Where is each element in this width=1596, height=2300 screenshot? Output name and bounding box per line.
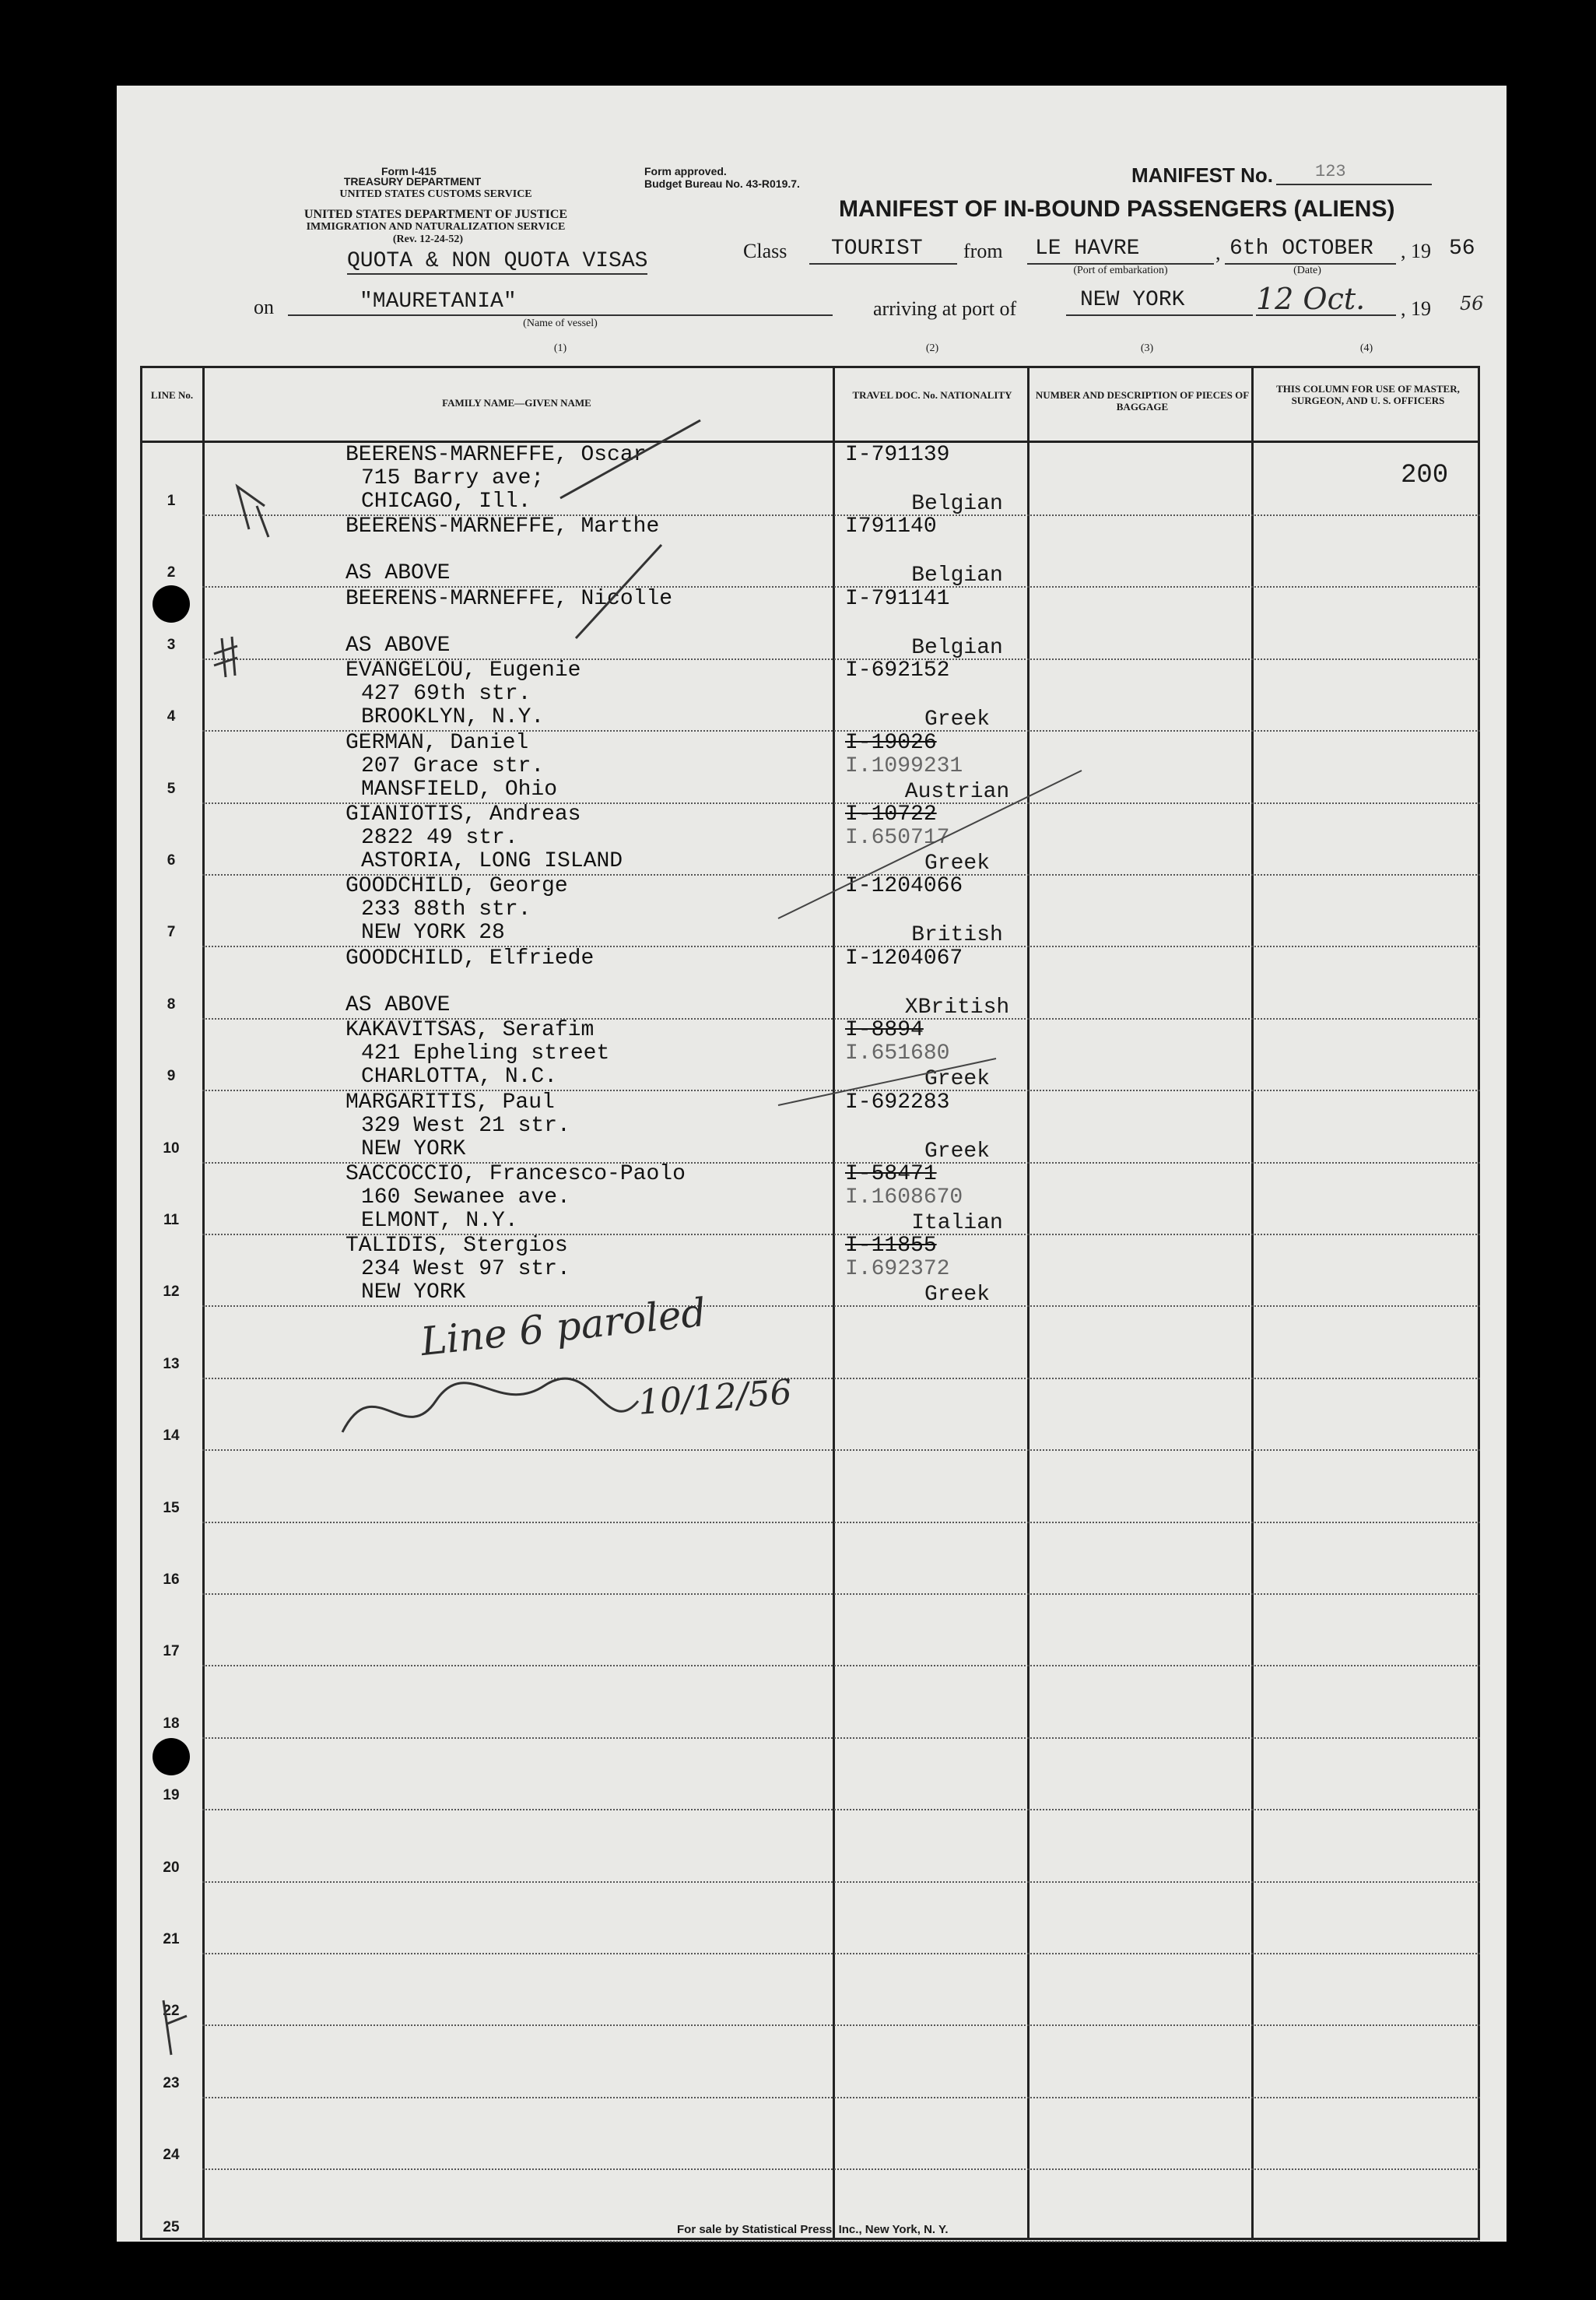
travel-doc-number: I-1204067	[845, 946, 963, 971]
passenger-name-line: TALIDIS, Stergios	[346, 1234, 568, 1259]
passenger-name-line: CHICAGO, Ill.	[361, 490, 531, 514]
line-number: 24	[163, 2147, 180, 2164]
passenger-name-line	[346, 971, 594, 994]
line-number: 3	[167, 636, 176, 653]
table-row	[140, 1738, 1480, 1810]
from-label: from	[963, 240, 1003, 262]
passenger-name-line: AS ABOVE	[346, 561, 451, 586]
arriving-label: arriving at port of	[873, 297, 1017, 320]
passenger-name-line: 427 69th str.	[361, 682, 531, 707]
nationality: Belgian	[911, 635, 1003, 660]
arrival-port: NEW YORK	[1080, 288, 1185, 312]
travel-doc	[845, 1234, 1024, 1281]
passenger-name	[346, 875, 568, 945]
nationality: XBritish	[904, 995, 1010, 1020]
manifest-title: MANIFEST OF IN-BOUND PASSENGERS (ALIENS)	[839, 196, 1395, 222]
passenger-name-line: 421 Epheling street	[361, 1041, 610, 1066]
travel-doc-number: I-692152	[845, 658, 950, 683]
col-num-2: (2)	[925, 342, 939, 354]
line-number: 5	[167, 780, 176, 797]
nationality: Greek	[924, 708, 990, 732]
line-number: 18	[163, 1715, 180, 1732]
passenger-name-line: BEERENS-MARNEFFE, Nicolle	[346, 586, 673, 611]
passenger-name-line: NEW YORK	[361, 1280, 466, 1305]
treasury-dept: TREASURY DEPARTMENT	[343, 175, 482, 188]
table-row	[140, 1522, 1480, 1595]
travel-doc-number: I-10722	[845, 802, 937, 827]
travel-doc-number: I-692283	[845, 1090, 950, 1115]
passenger-name-line: AS ABOVE	[346, 992, 451, 1017]
line-number: 9	[167, 1068, 176, 1085]
col-header-officers: THIS COLUMN FOR USE OF MASTER, SURGEON, AND U. S. OFFICERS	[1276, 383, 1460, 406]
nationality: Greek	[924, 1139, 990, 1164]
travel-doc-number: I-1204066	[845, 874, 963, 899]
passenger-name	[346, 444, 646, 514]
passenger-name	[346, 1091, 570, 1161]
on-label: on	[254, 296, 274, 318]
manifest-no-underline	[1276, 184, 1432, 185]
nationality: Italian	[911, 1211, 1003, 1235]
form-approved: Form approved.	[644, 165, 727, 177]
revision-date: (Rev. 12-24-52)	[392, 234, 464, 245]
year-prefix-text: 19	[1411, 240, 1431, 262]
table-row	[140, 803, 1480, 876]
line-number: 23	[163, 2074, 180, 2091]
passenger-name-line: GERMAN, Daniel	[346, 730, 529, 755]
passenger-name	[346, 732, 557, 802]
travel-doc-number: I.651680	[845, 1041, 950, 1066]
row-rule	[202, 2241, 1480, 2242]
comma: ,	[1215, 241, 1221, 264]
passenger-name-line: NEW YORK 28	[361, 921, 505, 946]
year-prefix: , 19	[1401, 240, 1431, 262]
line-number: 19	[163, 1787, 180, 1804]
footer-publisher: For sale by Statistical Press, Inc., New York, N. Y.	[677, 2223, 949, 2236]
travel-doc-number: I.692372	[845, 1257, 950, 1282]
manifest-no-label: MANIFEST No.	[1131, 163, 1273, 187]
table-row	[140, 1810, 1480, 1883]
line-number: 4	[167, 708, 176, 725]
travel-doc	[845, 588, 1024, 611]
travel-doc-number: I-8894	[845, 1018, 924, 1043]
passenger-name	[346, 1019, 609, 1089]
passenger-name-line: 234 West 97 str.	[361, 1257, 570, 1282]
table-row	[140, 1234, 1480, 1307]
passenger-name-line: GIANIOTIS, Andreas	[346, 802, 581, 827]
passenger-name-line: 2822 49 str.	[361, 826, 518, 850]
table-header-border	[140, 441, 1480, 443]
passenger-name-line	[346, 611, 672, 634]
table-row	[140, 1091, 1480, 1164]
line-number: 22	[163, 2003, 180, 2020]
table-row	[140, 2098, 1480, 2170]
nationality: Greek	[924, 1067, 990, 1092]
travel-doc	[845, 444, 1024, 467]
table-row	[140, 875, 1480, 947]
passenger-name-line: BROOKLYN, N.Y.	[361, 705, 545, 730]
line-number: 15	[163, 1499, 180, 1516]
table-row	[140, 1451, 1480, 1523]
handwritten-parole-note: Line 6 paroled	[418, 1289, 709, 1365]
line-number: 1	[167, 493, 176, 509]
passenger-name-line: AS ABOVE	[346, 633, 451, 658]
handwritten-signature-date: 10/12/56	[637, 1372, 794, 1423]
passenger-name-line: NEW YORK	[361, 1136, 466, 1161]
passenger-name-line	[346, 539, 659, 562]
passenger-name-line: CHARLOTTA, N.C.	[361, 1065, 558, 1090]
passenger-name-line: GOODCHILD, George	[346, 874, 568, 899]
travel-doc-number: I791140	[845, 514, 937, 539]
travel-doc-number: I.650717	[845, 826, 950, 850]
visa-type: QUOTA & NON QUOTA VISAS	[347, 249, 648, 273]
col-header-name: FAMILY NAME—GIVEN NAME	[442, 397, 591, 409]
travel-doc-number: I.1608670	[845, 1185, 963, 1210]
vessel-name: "MAURETANIA"	[360, 290, 517, 314]
vessel-underline	[288, 314, 833, 316]
table-row	[140, 1019, 1480, 1091]
table-row	[140, 1163, 1480, 1235]
manifest-no-value: 123	[1315, 162, 1346, 181]
passenger-name-line: BEERENS-MARNEFFE, Marthe	[346, 514, 660, 539]
arrival-year-prefix-text: 19	[1411, 297, 1431, 320]
line-number: 7	[167, 924, 176, 941]
travel-doc-number: I-791141	[845, 586, 950, 611]
departure-year: 56	[1449, 237, 1475, 261]
table-row	[140, 1666, 1480, 1739]
travel-doc	[845, 1019, 1024, 1066]
travel-doc-number: I.1099231	[845, 753, 963, 778]
form-number: Form I-415	[381, 165, 437, 177]
table-row	[140, 515, 1480, 588]
travel-doc	[845, 732, 1024, 778]
passenger-name-line: 329 West 21 str.	[361, 1113, 570, 1138]
table-row	[140, 2026, 1480, 2098]
passenger-name-line: ASTORIA, LONG ISLAND	[361, 849, 623, 873]
arrival-year: 56	[1460, 293, 1484, 314]
travel-doc	[845, 1163, 1024, 1210]
travel-doc	[845, 515, 1024, 539]
ins-service: IMMIGRATION AND NATURALIZATION SERVICE	[306, 221, 566, 233]
col-num-4: (4)	[1359, 342, 1373, 354]
col-header-doc: TRAVEL DOC. No. NATIONALITY	[852, 389, 1012, 401]
officers-note: 200	[1401, 461, 1449, 490]
passenger-name	[346, 947, 594, 1017]
table-row	[140, 1594, 1480, 1666]
travel-doc	[845, 1091, 1024, 1115]
table-row	[140, 659, 1480, 732]
budget-bureau: Budget Bureau No. 43-R019.7.	[644, 177, 800, 190]
line-number: 11	[163, 1212, 180, 1228]
passenger-name	[346, 1234, 570, 1305]
line-number: 2	[167, 564, 176, 581]
col-header-line-no: LINE No.	[150, 389, 194, 401]
line-number: 10	[163, 1139, 180, 1157]
col-num-1: (1)	[553, 342, 567, 354]
passenger-name	[346, 588, 672, 658]
col-num-3: (3)	[1140, 342, 1154, 354]
line-number: 25	[163, 2218, 180, 2235]
table-row	[140, 732, 1480, 804]
col-header-baggage: NUMBER AND DESCRIPTION OF PIECES OF BAGGAGE	[1035, 389, 1250, 413]
table-row	[140, 1307, 1480, 1379]
port-caption: (Port of embarkation)	[1073, 265, 1168, 276]
table-row	[140, 444, 1480, 516]
port-of-embarkation: LE HAVRE	[1035, 237, 1140, 261]
nationality: Greek	[924, 1283, 990, 1308]
passenger-name	[346, 803, 623, 873]
passenger-name-line: 233 88th str.	[361, 897, 531, 922]
class-label: Class	[743, 240, 787, 262]
customs-service: UNITED STATES CUSTOMS SERVICE	[339, 188, 532, 200]
passenger-name-line: ELMONT, N.Y.	[361, 1209, 518, 1233]
passenger-name-line: 160 Sewanee ave.	[361, 1185, 570, 1210]
passenger-name-line: MANSFIELD, Ohio	[361, 777, 558, 802]
passenger-table	[140, 366, 1480, 2240]
table-row	[140, 1954, 1480, 2026]
travel-doc-number: I-58471	[845, 1162, 937, 1186]
arrival-year-prefix: , 19	[1401, 297, 1431, 320]
line-number: 17	[163, 1643, 180, 1660]
class-underline	[809, 263, 957, 265]
travel-doc	[845, 803, 1024, 850]
arrival-port-underline	[1066, 314, 1253, 316]
nationality: British	[911, 923, 1003, 948]
arrival-date-underline	[1256, 314, 1396, 316]
passenger-name-line: KAKAVITSAS, Serafim	[346, 1018, 595, 1043]
travel-doc	[845, 875, 1024, 898]
passenger-name-line: SACCOCCIO, Francesco-Paolo	[346, 1162, 686, 1186]
arrival-date: 12 Oct.	[1256, 282, 1366, 316]
passenger-name	[346, 515, 659, 585]
travel-doc	[845, 659, 1024, 683]
table-top-border	[140, 366, 1480, 368]
table-bottom-border	[140, 2238, 1480, 2240]
passenger-name-line: MARGARITIS, Paul	[346, 1090, 555, 1115]
travel-doc-number: I-19026	[845, 730, 937, 755]
date-caption: (Date)	[1293, 265, 1321, 276]
passenger-name	[346, 659, 581, 729]
passenger-name-line: BEERENS-MARNEFFE, Oscar	[346, 443, 647, 467]
line-number: 13	[163, 1355, 180, 1372]
line-number: 6	[167, 852, 176, 869]
table-row	[140, 1378, 1480, 1451]
passenger-name	[346, 1163, 686, 1233]
nationality: Austrian	[904, 779, 1010, 804]
class-value: TOURIST	[831, 237, 923, 261]
nationality: Belgian	[911, 492, 1003, 516]
travel-doc-number: I-11855	[845, 1234, 937, 1259]
table-row	[140, 588, 1480, 660]
passenger-name-line: 715 Barry ave;	[361, 466, 545, 490]
passenger-name-line: GOODCHILD, Elfriede	[346, 946, 595, 971]
vessel-caption: (Name of vessel)	[523, 318, 598, 329]
justice-dept: UNITED STATES DEPARTMENT OF JUSTICE	[303, 208, 568, 221]
travel-doc-number: I-791139	[845, 443, 950, 467]
line-number: 16	[163, 1571, 180, 1588]
nationality: Belgian	[911, 564, 1003, 588]
departure-date: 6th OCTOBER	[1229, 237, 1373, 261]
travel-doc	[845, 947, 1024, 971]
line-number: 20	[163, 1859, 180, 1876]
table-row	[140, 947, 1480, 1020]
passenger-name-line: EVANGELOU, Eugenie	[346, 658, 581, 683]
table-row	[140, 1882, 1480, 1954]
passenger-name-line: 207 Grace str.	[361, 753, 545, 778]
line-number: 12	[163, 1283, 180, 1301]
line-number: 8	[167, 995, 176, 1013]
line-number: 21	[163, 1931, 180, 1947]
line-number: 14	[163, 1427, 180, 1445]
nationality: Greek	[924, 852, 990, 876]
